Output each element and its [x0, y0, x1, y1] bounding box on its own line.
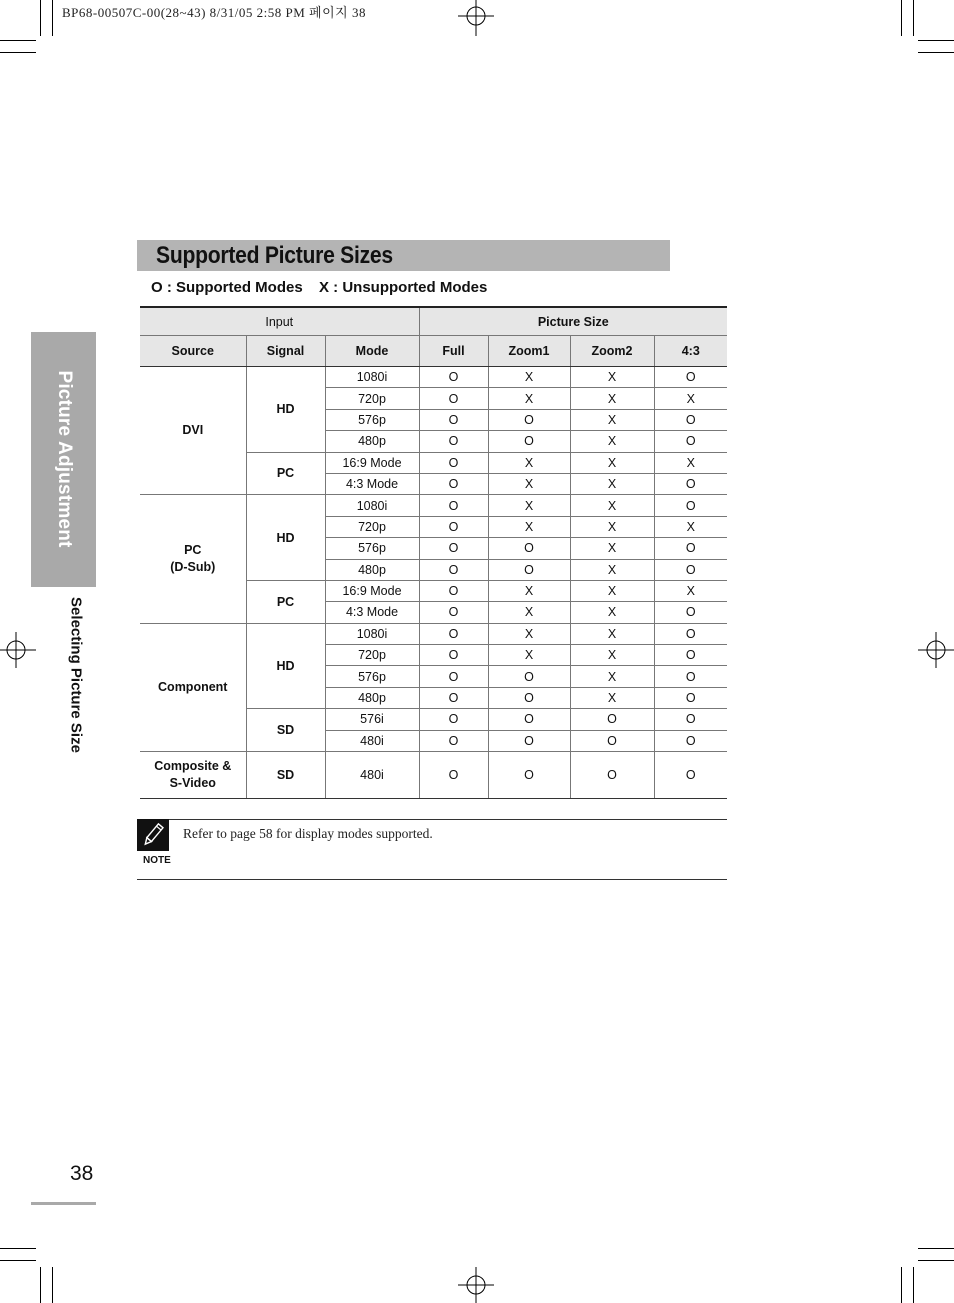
legend-unsupported: X : Unsupported Modes	[319, 279, 488, 296]
support-cell: X	[570, 409, 654, 430]
mode-cell: 1080i	[325, 623, 419, 644]
support-cell: X	[570, 559, 654, 580]
mode-cell: 1080i	[325, 495, 419, 516]
source-cell: DVI	[140, 367, 246, 495]
support-cell: X	[654, 580, 727, 601]
support-cell: O	[488, 559, 570, 580]
crop-mark	[40, 1267, 41, 1303]
signal-cell: HD	[246, 623, 325, 709]
support-cell: O	[488, 709, 570, 730]
crop-mark	[901, 1267, 902, 1303]
support-cell: O	[488, 409, 570, 430]
support-cell: O	[654, 495, 727, 516]
support-cell: O	[654, 645, 727, 666]
support-cell: X	[488, 388, 570, 409]
column-header: Source	[140, 336, 246, 367]
input-group-header: Input	[140, 307, 419, 336]
note-rule-top	[137, 819, 727, 820]
crop-mark	[0, 1248, 36, 1249]
mode-cell: 480p	[325, 559, 419, 580]
crop-mark	[913, 1267, 914, 1303]
crop-mark	[918, 40, 954, 41]
support-cell: O	[419, 752, 488, 799]
support-cell: X	[570, 516, 654, 537]
support-cell: O	[488, 730, 570, 751]
support-cell: X	[570, 602, 654, 623]
support-cell: X	[488, 580, 570, 601]
mode-cell: 4:3 Mode	[325, 473, 419, 494]
support-cell: X	[570, 645, 654, 666]
support-cell: O	[419, 687, 488, 708]
mode-cell: 480p	[325, 431, 419, 452]
legend-supported: O : Supported Modes	[151, 279, 303, 296]
registration-mark-icon	[918, 632, 954, 668]
support-cell: X	[570, 538, 654, 559]
note-rule-bottom	[137, 879, 727, 880]
mode-cell: 576p	[325, 666, 419, 687]
registration-mark-icon	[458, 1267, 494, 1303]
support-cell: X	[488, 516, 570, 537]
support-cell: O	[488, 752, 570, 799]
support-cell: O	[488, 687, 570, 708]
support-cell: O	[488, 431, 570, 452]
support-cell: X	[570, 666, 654, 687]
support-cell: X	[654, 452, 727, 473]
page-number: 38	[70, 1162, 94, 1185]
crop-mark	[52, 0, 53, 36]
support-cell: O	[654, 752, 727, 799]
mode-cell: 480i	[325, 752, 419, 799]
support-cell: O	[654, 666, 727, 687]
support-cell: X	[488, 473, 570, 494]
support-cell: O	[419, 473, 488, 494]
source-cell: PC (D-Sub)	[140, 495, 246, 623]
page-number-rule	[31, 1202, 96, 1205]
crop-mark	[40, 0, 41, 36]
signal-cell: SD	[246, 709, 325, 752]
support-cell: O	[419, 709, 488, 730]
support-cell: O	[419, 623, 488, 644]
support-cell: O	[419, 602, 488, 623]
print-header: BP68-00507C-00(28~43) 8/31/05 2:58 PM 페이지 38	[62, 5, 366, 20]
support-cell: O	[654, 431, 727, 452]
support-cell: O	[654, 538, 727, 559]
note-text: Refer to page 58 for display modes supported.	[183, 826, 433, 841]
support-cell: O	[419, 409, 488, 430]
support-cell: X	[488, 367, 570, 388]
crop-mark	[0, 1260, 36, 1261]
support-cell: O	[654, 409, 727, 430]
support-cell: X	[488, 452, 570, 473]
mode-cell: 4:3 Mode	[325, 602, 419, 623]
support-cell: O	[654, 709, 727, 730]
table-row	[140, 623, 727, 644]
crop-mark	[52, 1267, 53, 1303]
mode-cell: 720p	[325, 388, 419, 409]
column-header: 4:3	[654, 336, 727, 367]
picture-size-group-header: Picture Size	[419, 307, 727, 336]
mode-cell: 720p	[325, 516, 419, 537]
support-cell: X	[570, 367, 654, 388]
table-row	[140, 367, 727, 388]
page-title: Supported Picture Sizes	[156, 242, 393, 269]
support-cell: O	[654, 559, 727, 580]
support-cell: O	[654, 473, 727, 494]
mode-cell: 1080i	[325, 367, 419, 388]
support-cell: O	[419, 388, 488, 409]
support-cell: X	[654, 516, 727, 537]
pencil-note-icon	[137, 819, 169, 851]
crop-mark	[918, 1260, 954, 1261]
support-cell: O	[419, 559, 488, 580]
column-header: Mode	[325, 336, 419, 367]
support-cell: O	[570, 752, 654, 799]
support-cell: O	[488, 538, 570, 559]
signal-cell: PC	[246, 580, 325, 623]
crop-mark	[0, 40, 36, 41]
support-cell: O	[419, 495, 488, 516]
support-cell: O	[419, 452, 488, 473]
support-cell: O	[419, 580, 488, 601]
signal-cell: HD	[246, 495, 325, 581]
picture-size-table	[140, 306, 727, 799]
support-cell: O	[488, 666, 570, 687]
registration-mark-icon	[0, 632, 36, 668]
mode-cell: 480p	[325, 687, 419, 708]
support-cell: O	[654, 602, 727, 623]
support-cell: X	[488, 495, 570, 516]
signal-cell: SD	[246, 752, 325, 799]
subsection-title: Selecting Picture Size	[67, 597, 85, 753]
mode-cell: 16:9 Mode	[325, 452, 419, 473]
support-cell: X	[570, 495, 654, 516]
support-cell: X	[570, 687, 654, 708]
crop-mark	[918, 52, 954, 53]
source-cell: Composite & S-Video	[140, 752, 246, 799]
column-header: Zoom1	[488, 336, 570, 367]
support-cell: O	[419, 367, 488, 388]
support-cell: X	[570, 452, 654, 473]
crop-mark	[0, 52, 36, 53]
column-header: Full	[419, 336, 488, 367]
mode-cell: 16:9 Mode	[325, 580, 419, 601]
support-cell: X	[488, 645, 570, 666]
support-cell: X	[570, 580, 654, 601]
support-cell: X	[570, 431, 654, 452]
column-header: Signal	[246, 336, 325, 367]
support-cell: O	[419, 730, 488, 751]
support-cell: X	[488, 623, 570, 644]
support-cell: O	[654, 687, 727, 708]
support-cell: O	[419, 538, 488, 559]
mode-cell: 720p	[325, 645, 419, 666]
signal-cell: PC	[246, 452, 325, 495]
source-cell: Component	[140, 623, 246, 751]
mode-cell: 576i	[325, 709, 419, 730]
mode-cell: 480i	[325, 730, 419, 751]
mode-cell: 576p	[325, 538, 419, 559]
support-cell: X	[488, 602, 570, 623]
support-cell: O	[419, 666, 488, 687]
table-body	[140, 367, 727, 799]
support-cell: O	[654, 367, 727, 388]
support-cell: O	[570, 730, 654, 751]
note-label: NOTE	[143, 855, 171, 866]
mode-cell: 576p	[325, 409, 419, 430]
crop-mark	[918, 1248, 954, 1249]
registration-mark-icon	[458, 0, 494, 36]
crop-mark	[901, 0, 902, 36]
table-row	[140, 495, 727, 516]
support-cell: O	[654, 623, 727, 644]
section-title: Picture Adjustment	[54, 370, 75, 548]
support-cell: O	[419, 645, 488, 666]
signal-cell: HD	[246, 367, 325, 453]
support-cell: X	[570, 623, 654, 644]
crop-mark	[913, 0, 914, 36]
support-cell: O	[419, 516, 488, 537]
support-cell: O	[654, 730, 727, 751]
table-row	[140, 752, 727, 799]
support-cell: O	[570, 709, 654, 730]
support-cell: X	[570, 473, 654, 494]
support-cell: O	[419, 431, 488, 452]
support-cell: X	[654, 388, 727, 409]
support-cell: X	[570, 388, 654, 409]
column-header: Zoom2	[570, 336, 654, 367]
